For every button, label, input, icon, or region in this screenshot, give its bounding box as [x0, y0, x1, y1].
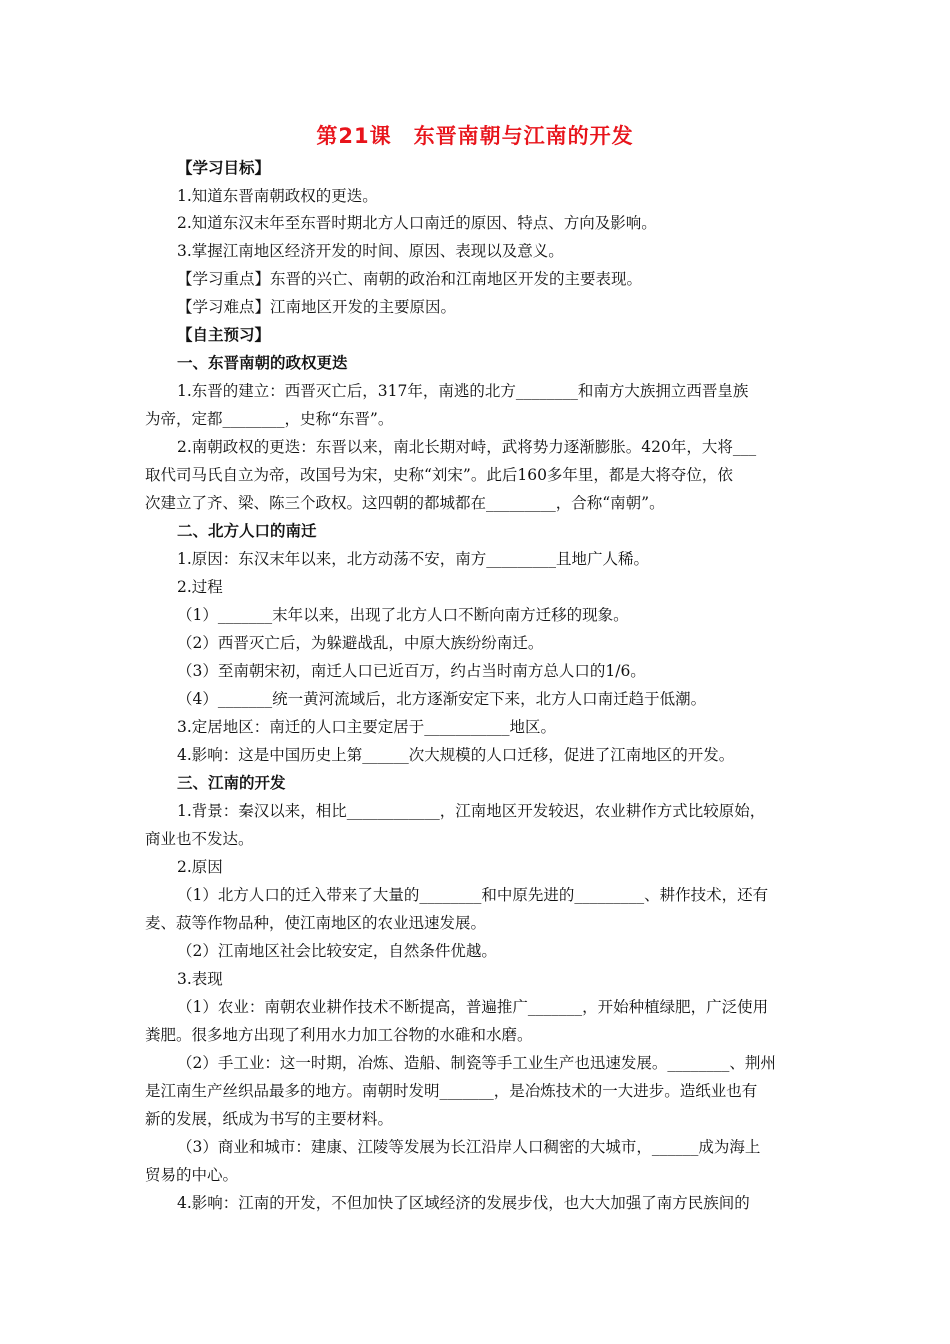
- text-line: （4）_______统一黄河流域后，北方逐渐安定下来，北方人口南迁趋于低潮。: [177, 690, 707, 708]
- text-line: （2）西晋灭亡后，为躲避战乱，中原大族纷纷南迁。: [177, 634, 544, 652]
- heading-part-2: 二、北方人口的南迁: [177, 522, 317, 540]
- text-line: 次建立了齐、梁、陈三个政权。这四朝的都城都在_________，合称“南朝”。: [145, 494, 665, 512]
- heading-part-1: 一、东晋南朝的政权更迭: [177, 354, 348, 372]
- text-line: 4.影响：这是中国历史上第______次大规模的人口迁移，促进了江南地区的开发。: [177, 746, 735, 764]
- heading-part-3: 三、江南的开发: [177, 774, 286, 792]
- text-line: 2.过程: [177, 578, 223, 596]
- text-line: 麦、菽等作物品种，使江南地区的农业迅速发展。: [145, 914, 487, 932]
- text-line: 是江南生产丝织品最多的地方。南朝时发明_______，是冶炼技术的一大进步。造纸业也有: [145, 1082, 758, 1100]
- text-line: （3）商业和城市：建康、江陵等发展为长江沿岸人口稠密的大城市，______成为海上: [177, 1138, 761, 1156]
- text-line: 2.南朝政权的更迭：东晋以来，南北长期对峙，武将势力逐渐膨胀。420年，大将___: [177, 438, 757, 456]
- page-title: 第21课 东晋南朝与江南的开发: [316, 124, 634, 148]
- text-line: 3.掌握江南地区经济开发的时间、原因、表现以及意义。: [177, 242, 564, 260]
- section-heading-preview: 【自主预习】: [177, 326, 271, 344]
- text-line: （3）至南朝宋初，南迁人口已近百万，约占当时南方总人口的1/6。: [177, 662, 646, 680]
- text-line: 2.原因: [177, 858, 223, 876]
- text-line: 为帝，定都________，史称“东晋”。: [145, 410, 394, 428]
- text-line: （1）_______末年以来，出现了北方人口不断向南方迁移的现象。: [177, 606, 629, 624]
- text-line: 1.知道东晋南朝政权的更迭。: [177, 187, 378, 205]
- text-line: 1.东晋的建立：西晋灭亡后，317年，南逃的北方________和南方大族拥立西晋皇族: [177, 382, 749, 400]
- text-line: （1）农业：南朝农业耕作技术不断提高，普遍推广_______，开始种植绿肥，广泛使用: [177, 998, 769, 1016]
- text-line-difficulties: 【学习难点】江南地区开发的主要原因。: [177, 298, 457, 316]
- text-line: 1.原因：东汉末年以来，北方动荡不安，南方_________且地广人稀。: [177, 550, 650, 568]
- text-line: 4.影响：江南的开发，不但加快了区域经济的发展步伐，也大大加强了南方民族间的: [177, 1194, 750, 1212]
- section-heading-learning-goals: 【学习目标】: [177, 159, 271, 177]
- text-line: 贸易的中心。: [145, 1166, 239, 1184]
- text-line: 3.表现: [177, 970, 223, 988]
- text-line: （2）江南地区社会比较安定，自然条件优越。: [177, 942, 497, 960]
- text-line: 粪肥。很多地方出现了利用水力加工谷物的水碓和水磨。: [145, 1026, 533, 1044]
- text-line: 2.知道东汉末年至东晋时期北方人口南迁的原因、特点、方向及影响。: [177, 214, 657, 232]
- text-line: 取代司马氏自立为帝，改国号为宋，史称“刘宋”。此后160多年里，都是大将夺位，依: [145, 466, 733, 484]
- text-line: 新的发展，纸成为书写的主要材料。: [145, 1110, 394, 1128]
- text-line: 3.定居地区：南迁的人口主要定居于___________地区。: [177, 718, 557, 736]
- text-line-key-points: 【学习重点】东晋的兴亡、南朝的政治和江南地区开发的主要表现。: [177, 270, 643, 288]
- text-line: 1.背景：秦汉以来，相比____________，江南地区开发较迟，农业耕作方式比较原始，: [177, 802, 766, 820]
- text-line: （1）北方人口的迁入带来了大量的________和中原先进的_________、耕作技术，还有: [177, 886, 769, 904]
- text-line: （2）手工业：这一时期，冶炼、造船、制瓷等手工业生产也迅速发展。________、荆州: [177, 1054, 776, 1072]
- text-line: 商业也不发达。: [145, 830, 254, 848]
